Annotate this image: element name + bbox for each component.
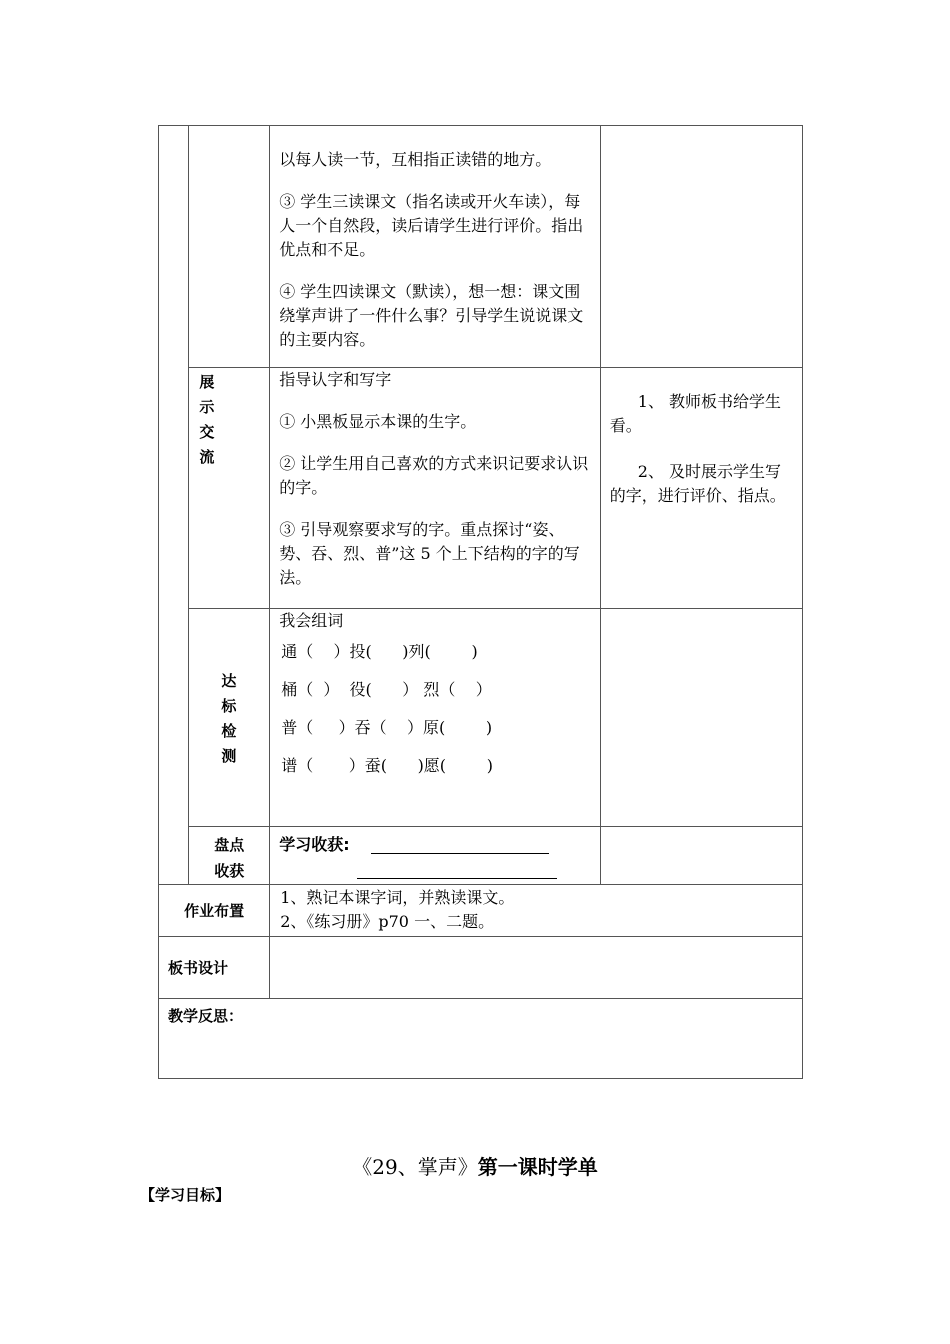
display-note-2: 2、 及时展示学生写的字，进行评价、指点。 bbox=[609, 462, 786, 505]
check-label-char: 达 bbox=[221, 672, 237, 690]
check-label-char: 测 bbox=[221, 747, 237, 765]
title-main: 第一课时学单 bbox=[477, 1155, 598, 1179]
gain-title: 学习收获: bbox=[279, 835, 350, 854]
board-label-cell bbox=[159, 937, 270, 999]
answer-line[interactable] bbox=[357, 878, 557, 879]
lesson-plan-table bbox=[158, 125, 803, 1079]
summary-label-cell bbox=[189, 827, 270, 885]
word-row: 普（ ）吞（ ）原( ) bbox=[281, 718, 493, 737]
display-step-2: ② 让学生用自己喜欢的方式来识记要求认识的字。 bbox=[279, 454, 589, 497]
homework-content-cell bbox=[270, 885, 803, 937]
word-row: 谱（ ）蚕( )愿( ) bbox=[281, 756, 493, 775]
display-label-char: 交 bbox=[199, 423, 215, 441]
display-title: 指导认字和写字 bbox=[279, 370, 392, 389]
display-label-cell bbox=[189, 368, 270, 609]
table-row bbox=[159, 937, 803, 999]
homework-line-1: 1、熟记本课字词，并熟读课文。 bbox=[280, 888, 515, 907]
display-content-cell bbox=[270, 368, 601, 609]
display-note-cell bbox=[600, 368, 802, 609]
check-label-cell bbox=[189, 609, 270, 827]
check-title: 我会组词 bbox=[279, 611, 344, 630]
table-row bbox=[159, 999, 803, 1079]
outer-phase-cell bbox=[159, 126, 189, 885]
homework-label: 作业布置 bbox=[184, 901, 245, 920]
display-step-3: ③ 引导观察要求写的字。重点探讨“姿、势、吞、烈、普”这 5 个上下结构的字的写法。 bbox=[279, 520, 580, 587]
answer-line[interactable] bbox=[371, 853, 549, 854]
reading-step-3: ③ 学生三读课文（指名读或开火车读），每人一个自然段，读后请学生进行评价。指出优点和不足。 bbox=[279, 192, 584, 259]
section-heading: 【学习目标】 bbox=[140, 1186, 231, 1204]
reading-content-cell bbox=[270, 126, 601, 368]
display-step-1: ① 小黑板显示本课的生字。 bbox=[279, 412, 477, 431]
table-row bbox=[159, 368, 803, 609]
reading-step-4: ④ 学生四读课文（默读），想一想：课文围绕掌声讲了一件什么事？引导学生说说课文的主要内容。 bbox=[279, 282, 584, 349]
check-note-cell bbox=[600, 609, 802, 827]
summary-content-cell bbox=[270, 827, 601, 885]
reading-intro: 以每人读一节，互相指正读错的地方。 bbox=[279, 150, 552, 169]
summary-note-cell bbox=[600, 827, 802, 885]
homework-line-2: 2、《练习册》p70 一、二题。 bbox=[280, 912, 495, 931]
title-prefix: 《29、掌声》 bbox=[352, 1155, 478, 1179]
board-label: 板书设计 bbox=[168, 958, 229, 977]
table-row bbox=[159, 885, 803, 937]
display-note-1: 1、 教师板书给学生看。 bbox=[609, 392, 782, 435]
reflection-cell bbox=[159, 999, 803, 1079]
word-row: 通（ ）投( )列( ) bbox=[281, 642, 478, 661]
table-row bbox=[159, 609, 803, 827]
display-label-char: 展 bbox=[199, 373, 215, 391]
reflection-label: 教学反思： bbox=[168, 1007, 244, 1025]
summary-label-line: 收获 bbox=[214, 862, 245, 880]
check-label-char: 标 bbox=[221, 697, 237, 715]
reading-note-cell bbox=[600, 126, 802, 368]
display-label-char: 示 bbox=[199, 398, 215, 416]
check-label-char: 检 bbox=[221, 722, 237, 740]
reading-label-cell bbox=[189, 126, 270, 368]
document-title bbox=[0, 1151, 950, 1180]
board-content-cell bbox=[270, 937, 803, 999]
summary-label-line: 盘点 bbox=[214, 836, 245, 854]
table-row bbox=[159, 827, 803, 885]
display-label-char: 流 bbox=[199, 448, 215, 466]
word-row: 桶（ ） 役( ） 烈（ ） bbox=[281, 680, 492, 699]
homework-label-cell bbox=[159, 885, 270, 937]
table-row bbox=[159, 126, 803, 368]
check-content-cell bbox=[270, 609, 601, 827]
